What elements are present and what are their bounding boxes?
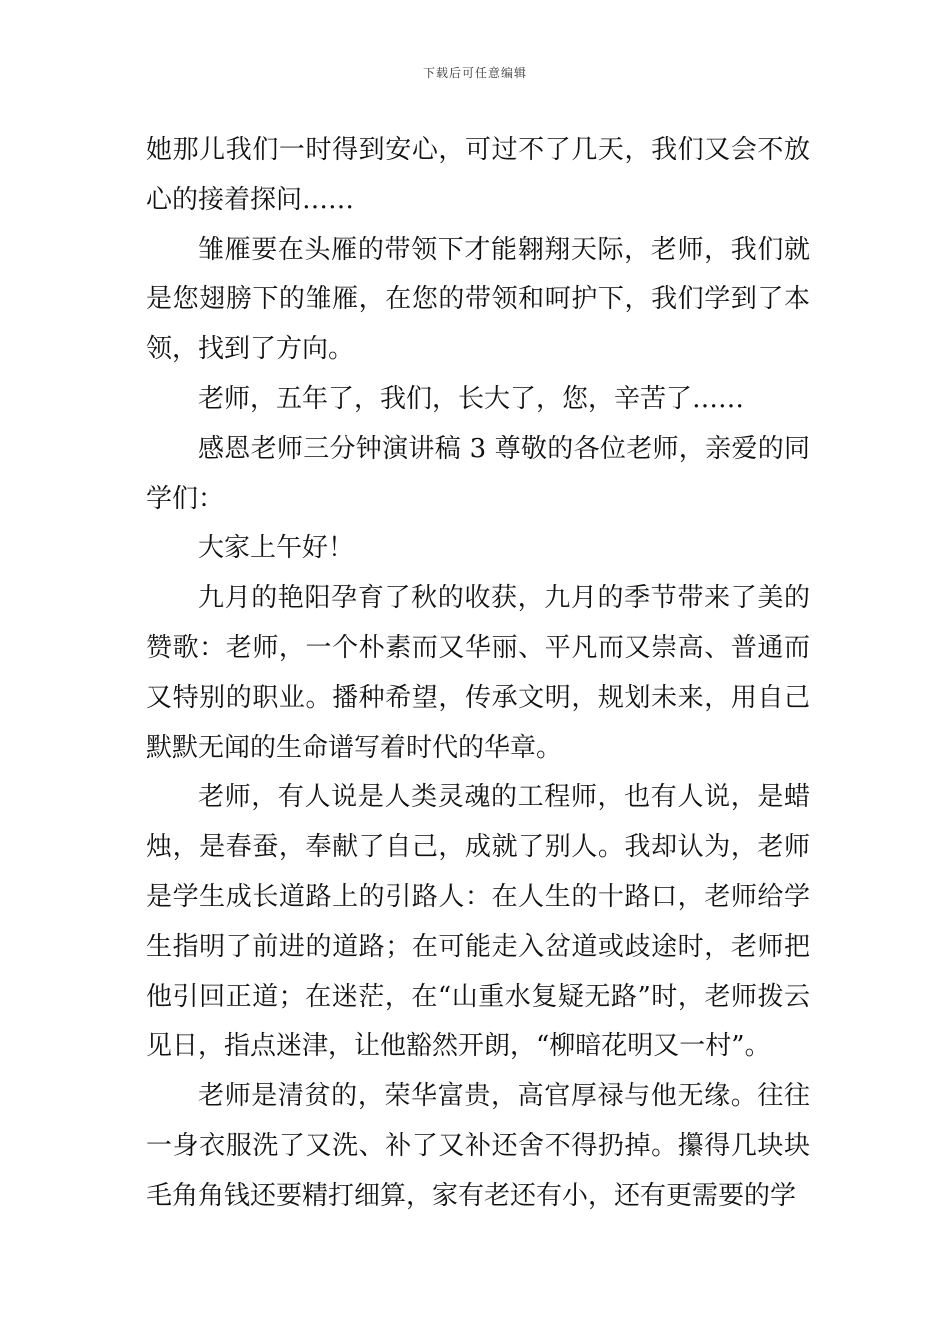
paragraph: 老师，有人说是人类灵魂的工程师，也有人说，是蜡烛，是春蚕，奉献了自己，成就了别人。我却认为，老师是学生成长道路上的引路人：在人生的十路口，老师给学生指明了前进的道路；在可能走入岔道或歧途时，老师把他引回正道；在迷茫，在“山重水复疑无路”时，老师拨云见日，指点迷津，让他豁然开朗，“柳暗花明又一村”。 xyxy=(146,782,810,1062)
paragraph: 感恩老师三分钟演讲稿 3 尊敬的各位老师，亲爱的同学们： xyxy=(146,433,810,514)
paragraph: 老师，五年了，我们，长大了，您，辛苦了…… xyxy=(198,383,745,414)
paragraph: 雏雁要在头雁的带领下才能翱翔天际，老师，我们就是您翅膀下的雏雁，在您的带领和呵护下，我们学到了本领，找到了方向。 xyxy=(146,234,810,365)
paragraph: 大家上午好！ xyxy=(198,533,355,564)
document-body xyxy=(146,126,810,1222)
paragraph: 老师是清贫的，荣华富贵，高官厚禄与他无缘。往往一身衣服洗了又洗、补了又补还舍不得扔掉。攥得几块块毛角角钱还要精打细算，家有老还有小，还有更需要的学 xyxy=(146,1081,810,1211)
paragraph: 她那儿我们一时得到安心，可过不了几天，我们又会不放心的接着探问…… xyxy=(146,135,810,215)
paragraph: 九月的艳阳孕育了秋的收获，九月的季节带来了美的赞歌：老师，一个朴素而又华丽、平凡而又崇高、普通而又特别的职业。播种希望，传承文明，规划未来，用自己默默无闻的生命谱写着时代的华章。 xyxy=(146,583,810,763)
page-header: 下载后可任意编辑 xyxy=(422,66,527,80)
